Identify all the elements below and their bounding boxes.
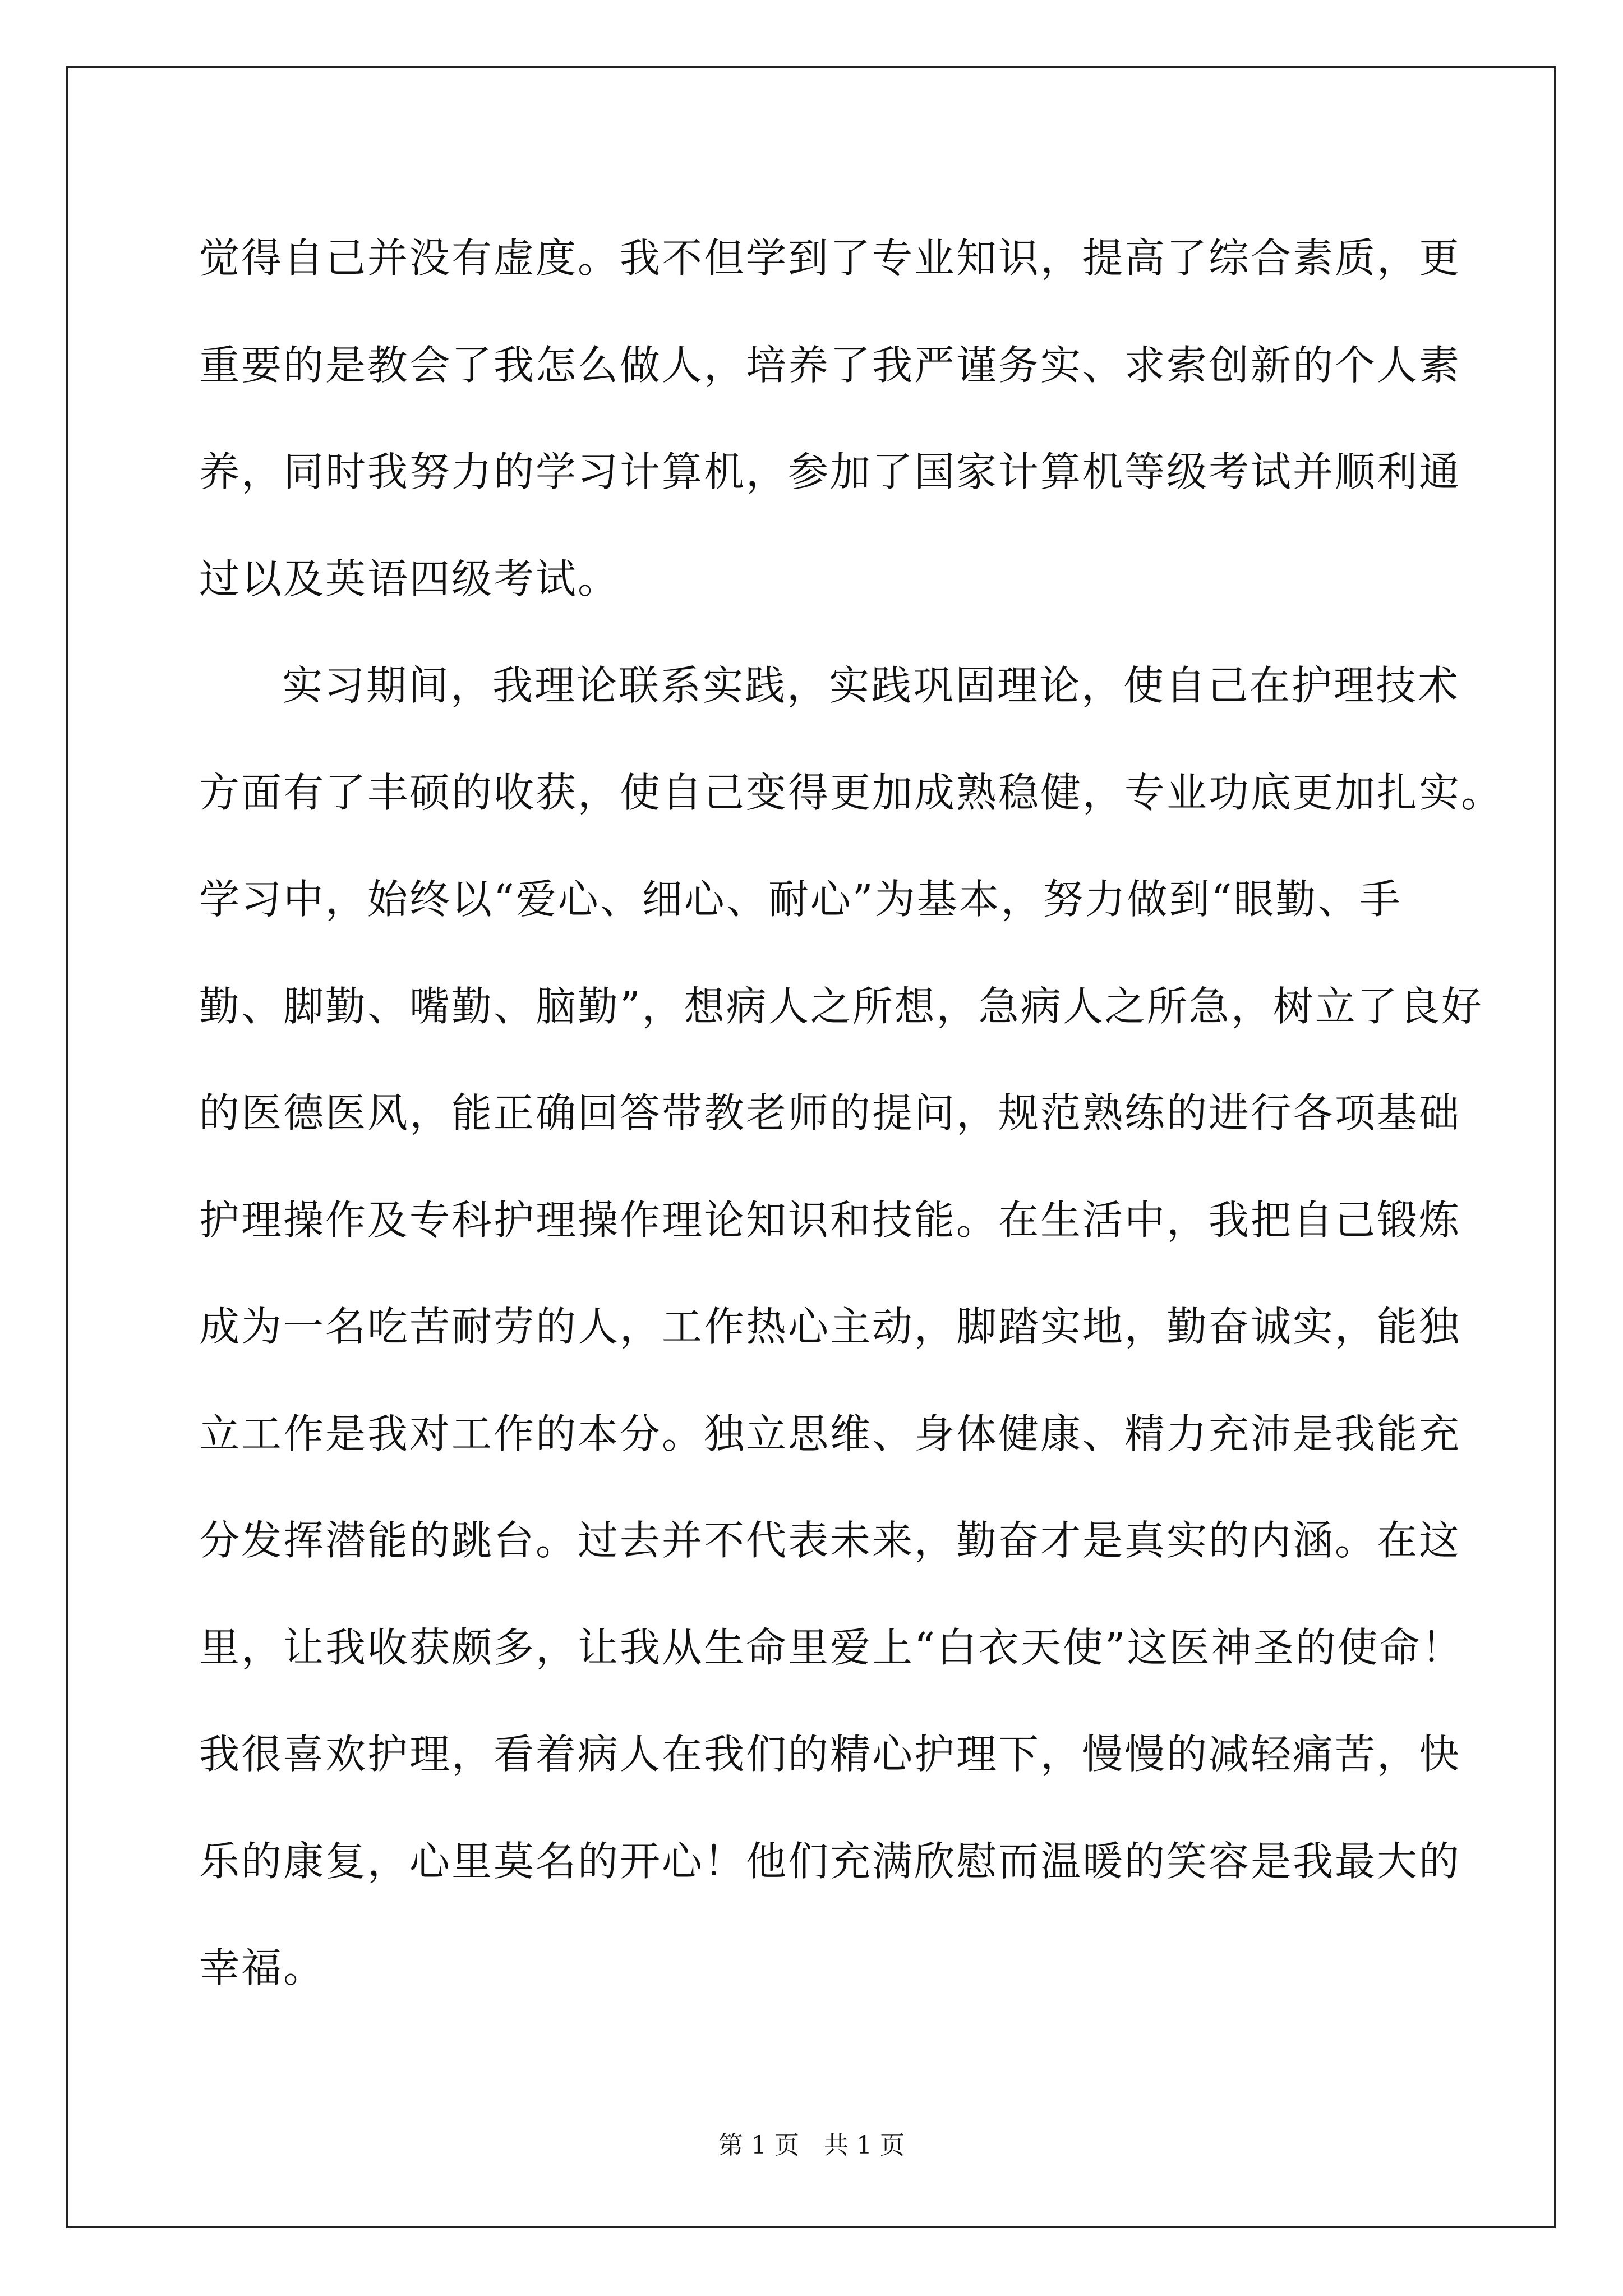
text-line: 分发挥潜能的跳台。过去并不代表未来，勤奋才是真实的内涵。在这 <box>199 1517 1461 1564</box>
text-line: 的医德医风，能正确回答带教老师的提问，规范熟练的进行各项基础 <box>199 1089 1461 1137</box>
text-line: 里，让我收获颇多，让我从生命里爱上“白衣天使”这医神圣的使命！ <box>199 1623 1464 1671</box>
page-footer <box>0 2129 1623 2162</box>
text-line: 我很喜欢护理，看着病人在我们的精心护理下，慢慢的减轻痛苦，快 <box>199 1731 1461 1778</box>
text-line: 幸福。 <box>199 1944 326 1991</box>
text-line: 方面有了丰硕的收获，使自己变得更加成熟稳健，专业功底更加扎实。 <box>199 769 1504 816</box>
text-line: 成为一名吃苦耐劳的人，工作热心主动，脚踏实地，勤奋诚实，能独 <box>199 1303 1461 1350</box>
document-body <box>199 205 1504 2022</box>
text-line: 立工作是我对工作的本分。独立思维、身体健康、精力充沛是我能充 <box>199 1410 1461 1457</box>
text-line: 养，同时我努力的学习计算机，参加了国家计算机等级考试并顺利通 <box>199 448 1461 495</box>
text-line: 觉得自己并没有虚度。我不但学到了专业知识，提高了综合素质，更 <box>199 234 1461 282</box>
text-line: 过以及英语四级考试。 <box>199 555 620 602</box>
page-number: 第 1 页 共 1 页 <box>718 2131 905 2160</box>
text-line: 重要的是教会了我怎么做人，培养了我严谨务实、求索创新的个人素 <box>199 341 1461 389</box>
text-line: 勤、脚勤、嘴勤、脑勤”，想病人之所想，急病人之所急，树立了良好 <box>199 982 1483 1030</box>
text-line: 护理操作及专科护理操作理论知识和技能。在生活中，我把自己锻炼 <box>199 1196 1461 1244</box>
text-line: 乐的康复，心里莫名的开心！他们充满欣慰而温暖的笑容是我最大的 <box>199 1837 1461 1885</box>
text-line: 学习中，始终以“爱心、细心、耐心”为基本，努力做到“眼勤、手 <box>199 876 1402 923</box>
paragraph-first-line: 实习期间，我理论联系实践，实践巩固理论，使自己在护理技术 <box>282 662 1460 709</box>
